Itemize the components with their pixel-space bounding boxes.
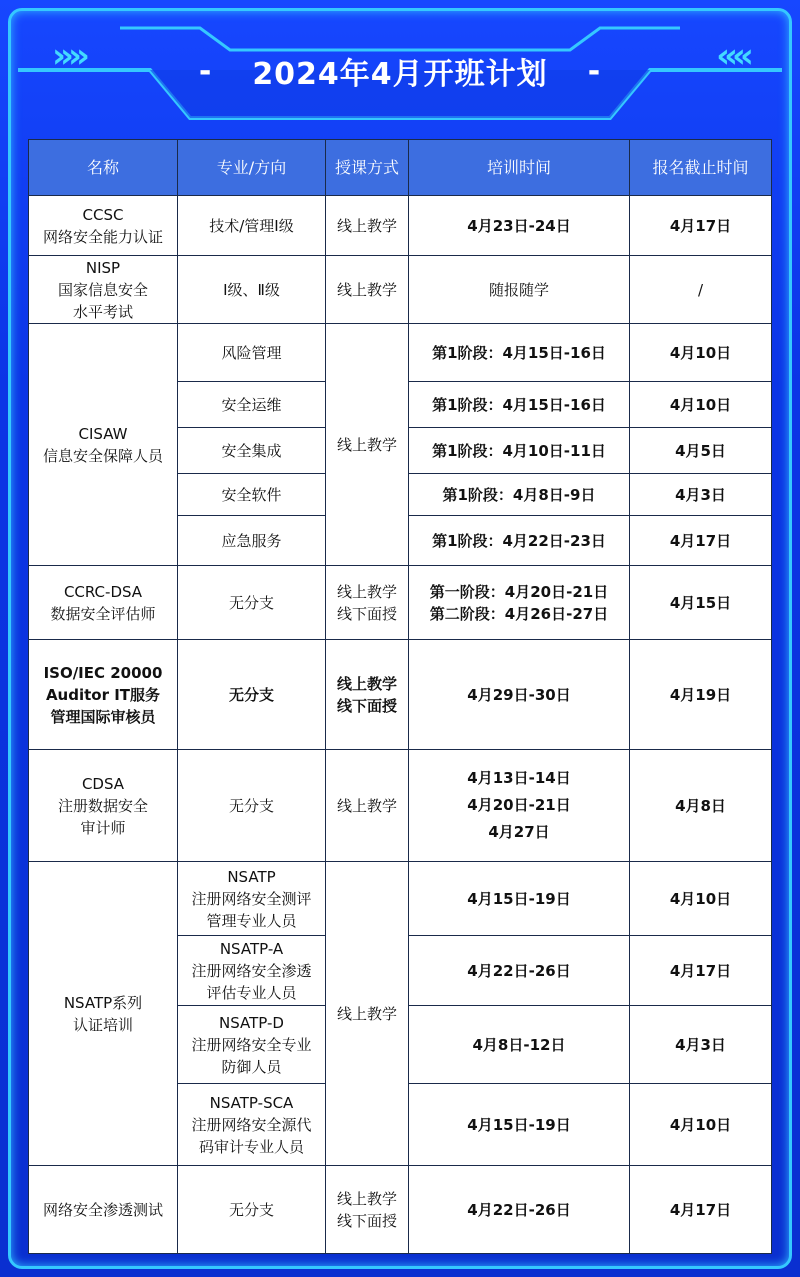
- course-time: 第1阶段：4月22日-23日: [409, 516, 630, 566]
- course-time: 第1阶段：4月10日-11日: [409, 428, 630, 474]
- course-time: 第一阶段：4月20日-21日 第二阶段：4月26日-27日: [409, 566, 630, 640]
- course-mode: 线上教学: [326, 196, 409, 256]
- course-deadline: 4月10日: [630, 382, 772, 428]
- course-deadline: 4月17日: [630, 936, 772, 1006]
- course-major: 技术/管理Ⅰ级: [178, 196, 326, 256]
- course-major: 应急服务: [178, 516, 326, 566]
- course-time: 4月15日-19日: [409, 1084, 630, 1166]
- course-mode: 线上教学: [326, 256, 409, 324]
- course-deadline: 4月15日: [630, 566, 772, 640]
- course-major: 安全软件: [178, 474, 326, 516]
- course-mode: 线上教学: [326, 750, 409, 862]
- course-time: 4月29日-30日: [409, 640, 630, 750]
- course-name: NISP 国家信息安全 水平考试: [29, 256, 178, 324]
- course-major: 安全集成: [178, 428, 326, 474]
- table-row: [29, 196, 772, 256]
- course-major: 无分支: [178, 750, 326, 862]
- course-time: 第1阶段：4月8日-9日: [409, 474, 630, 516]
- course-name: CCSC 网络安全能力认证: [29, 196, 178, 256]
- course-deadline: 4月8日: [630, 750, 772, 862]
- page-title: 2024年4月开班计划: [252, 57, 548, 92]
- col-header-mode: 授课方式: [326, 140, 409, 196]
- chevrons-left-icon: »»: [52, 36, 84, 76]
- col-header-name: 名称: [29, 140, 178, 196]
- table-row: [29, 566, 772, 640]
- course-deadline: 4月19日: [630, 640, 772, 750]
- table-row: [29, 862, 772, 936]
- course-mode: 线上教学 线下面授: [326, 566, 409, 640]
- course-time: 第1阶段：4月15日-16日: [409, 382, 630, 428]
- course-deadline: 4月17日: [630, 196, 772, 256]
- course-time: 4月8日-12日: [409, 1006, 630, 1084]
- table-row: [29, 750, 772, 862]
- header-banner: [0, 0, 800, 135]
- table-row: [29, 256, 772, 324]
- course-time: 4月23日-24日: [409, 196, 630, 256]
- course-time: 随报随学: [409, 256, 630, 324]
- course-major: 无分支: [178, 640, 326, 750]
- course-deadline: 4月17日: [630, 516, 772, 566]
- course-major: 无分支: [178, 1166, 326, 1254]
- course-major: 风险管理: [178, 324, 326, 382]
- course-mode: 线上教学 线下面授: [326, 640, 409, 750]
- chevrons-right-icon: ««: [716, 36, 748, 76]
- course-deadline: 4月3日: [630, 1006, 772, 1084]
- course-major: NSATP 注册网络安全测评 管理专业人员: [178, 862, 326, 936]
- table-row: [29, 324, 772, 382]
- course-major: 安全运维: [178, 382, 326, 428]
- course-deadline: /: [630, 256, 772, 324]
- course-mode: 线上教学: [326, 324, 409, 566]
- course-name: NSATP系列 认证培训: [29, 862, 178, 1166]
- table-row: [29, 640, 772, 750]
- title-bar: [0, 44, 800, 98]
- table-row: [29, 1166, 772, 1254]
- course-deadline: 4月10日: [630, 862, 772, 936]
- table-header-row: [29, 140, 772, 196]
- course-mode: 线上教学 线下面授: [326, 1166, 409, 1254]
- col-header-deadline: 报名截止时间: [630, 140, 772, 196]
- course-deadline: 4月5日: [630, 428, 772, 474]
- course-major: Ⅰ级、Ⅱ级: [178, 256, 326, 324]
- course-major: NSATP-A 注册网络安全渗透 评估专业人员: [178, 936, 326, 1006]
- course-time: 4月22日-26日: [409, 1166, 630, 1254]
- course-time: 第1阶段：4月15日-16日: [409, 324, 630, 382]
- course-name: ISO/IEC 20000 Auditor IT服务 管理国际审核员: [29, 640, 178, 750]
- col-header-major: 专业/方向: [178, 140, 326, 196]
- course-deadline: 4月17日: [630, 1166, 772, 1254]
- course-major: 无分支: [178, 566, 326, 640]
- title-dash-right: -: [587, 53, 602, 89]
- course-time: 4月15日-19日: [409, 862, 630, 936]
- course-name: CISAW 信息安全保障人员: [29, 324, 178, 566]
- schedule-table: [28, 139, 772, 1254]
- course-mode: 线上教学: [326, 862, 409, 1166]
- title-dash-left: -: [198, 53, 213, 89]
- course-deadline: 4月10日: [630, 324, 772, 382]
- course-major: NSATP-SCA 注册网络安全源代 码审计专业人员: [178, 1084, 326, 1166]
- course-major: NSATP-D 注册网络安全专业 防御人员: [178, 1006, 326, 1084]
- course-time: 4月22日-26日: [409, 936, 630, 1006]
- course-deadline: 4月3日: [630, 474, 772, 516]
- course-name: CCRC-DSA 数据安全评估师: [29, 566, 178, 640]
- course-name: CDSA 注册数据安全 审计师: [29, 750, 178, 862]
- course-name: 网络安全渗透测试: [29, 1166, 178, 1254]
- course-time: 4月13日-14日 4月20日-21日 4月27日: [409, 750, 630, 862]
- col-header-time: 培训时间: [409, 140, 630, 196]
- course-deadline: 4月10日: [630, 1084, 772, 1166]
